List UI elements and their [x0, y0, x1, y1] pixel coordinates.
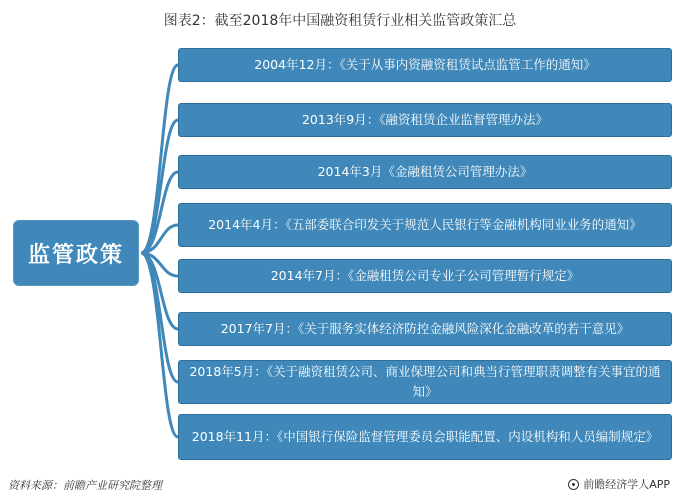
policy-node-2018-11: 2018年11月：《中国银行保险监督管理委员会职能配置、内设机构和人员编制规定》	[178, 414, 672, 460]
policy-node-2014-07: 2014年7月：《金融租赁公司专业子公司管理暂行规定》	[178, 259, 672, 293]
brand-credit	[568, 476, 670, 492]
policy-node-2004-12: 2004年12月：《关于从事内资融资租赁试点监管工作的通知》	[178, 48, 672, 82]
policy-node-2018-05: 2018年5月：《关于融资租赁公司、商业保理公司和典当行管理职责调整有关事宜的通知》	[178, 360, 672, 404]
policy-node-2013-09: 2013年9月：《融资租赁企业监督管理办法》	[178, 103, 672, 137]
policy-node-2014-04: 2014年4月：《五部委联合印发关于规范人民银行等金融机构同业业务的通知》	[178, 203, 672, 247]
brand-label: 前瞻经济学人APP	[583, 478, 670, 491]
root-node: 监管政策	[11, 218, 141, 288]
qianzhan-logo-icon	[568, 479, 579, 490]
policy-node-2017-07: 2017年7月：《关于服务实体经济防控金融风险深化金融改革的若干意见》	[178, 312, 672, 346]
source-note: 资料来源：前瞻产业研究院整理	[8, 479, 162, 492]
tree-connector-path	[141, 65, 178, 437]
policy-node-2014-03: 2014年3月《金融租赁公司管理办法》	[178, 155, 672, 189]
chart-title: 图表2：截至2018年中国融资租赁行业相关监管政策汇总	[163, 13, 517, 29]
